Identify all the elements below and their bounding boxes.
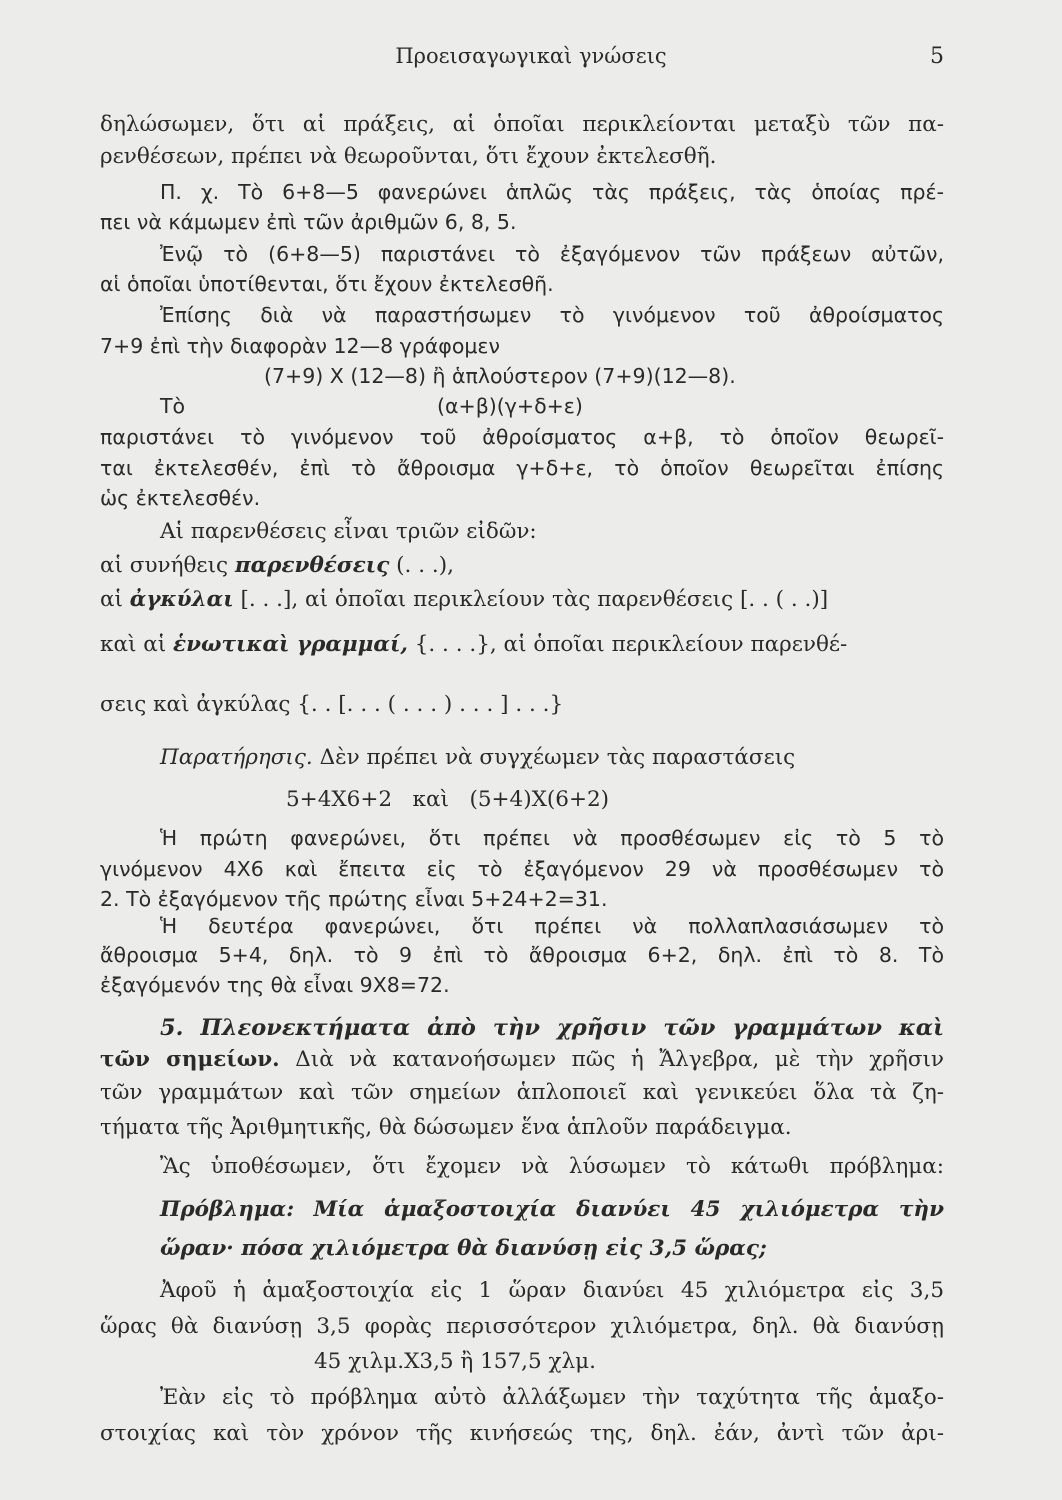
text-line: ὥρας θὰ διανύσῃ 3,5 φορὰς περισσότερον χιλιόμετρα, δηλ. θὰ διανύσῃ xyxy=(100,1314,944,1339)
text-line: Ἐὰν εἰς τὸ πρόβλημα αὐτὸ ἀλλάξωμεν τὴν ταχύτητα τῆς ἁμαξο- xyxy=(160,1385,944,1410)
term-parentheses: παρενθέσεις xyxy=(234,553,390,578)
text-line: τῶν γραμμάτων καὶ τῶν σημείων ἁπλοποιεῖ καὶ γενικεύει ὅλα τὰ ζη- xyxy=(100,1080,944,1105)
text-line: τήματα τῆς Ἀριθμητικῆς, θὰ δώσωμεν ἕνα ἁπλοῦν παράδειγμα. xyxy=(100,1115,792,1140)
problem-label: Πρόβλημα: xyxy=(160,1197,295,1222)
text-line: 2. Τὸ ἐξαγόμενον τῆς πρώτης εἶναι 5+24+2=31. xyxy=(100,887,608,911)
nested-brackets-example: {. . [. . . ( . . . ) . . . ] . . .} xyxy=(297,692,564,717)
problem-line xyxy=(160,1195,944,1225)
text-line: παριστάνει τὸ γινόμενον τοῦ ἀθροίσματος α+β, τὸ ὁποῖον θεωρεῖ- xyxy=(100,425,944,449)
text-span: Διὰ νὰ κατανοήσωμεν πῶς ἡ Ἄλγεβρα, μὲ τὴν χρῆσιν xyxy=(295,1047,944,1072)
text-span: αἱ xyxy=(100,587,123,612)
problem-line: ὥραν· πόσα χιλιόμετρα θὰ διανύσῃ εἰς 3,5 ὥρας; xyxy=(160,1236,767,1261)
text-line xyxy=(100,551,454,581)
text-line xyxy=(100,1045,944,1075)
text-line: ἐξαγόμενόν της θὰ εἶναι 9X8=72. xyxy=(100,973,450,997)
text-line xyxy=(100,630,847,660)
text-line xyxy=(100,690,563,720)
text-line: Ἀφοῦ ἡ ἁμαξοστοιχία εἰς 1 ὥραν διανύει 45 χιλιόμετρα εἰς 3,5 xyxy=(160,1278,944,1303)
text-line xyxy=(100,585,828,615)
page-header xyxy=(0,44,1062,74)
text-line: στοιχίας καὶ τὸν χρόνον τῆς κινήσεώς της, δηλ. ἐάν, ἀντὶ τῶν ἀρι- xyxy=(100,1421,944,1446)
formula-line: (7+9) X (12—8) ἢ ἁπλούστερον (7+9)(12—8). xyxy=(264,364,736,388)
text-line: ἄθροισμα 5+4, δηλ. τὸ 9 ἐπὶ τὸ ἄθροισμα 6+2, δηλ. ἐπὶ τὸ 8. Τὸ xyxy=(100,943,944,967)
text-line: Ἡ δευτέρα φανερώνει, ὅτι πρέπει νὰ πολλαπλασιάσωμεν τὸ xyxy=(160,914,944,938)
text-line: ρενθέσεων, πρέπει νὰ θεωροῦνται, ὅτι ἔχουν ἐκτελεσθῆ. xyxy=(100,144,717,169)
text-span: σεις καὶ ἀγκύλας xyxy=(100,692,291,717)
page-number: 5 xyxy=(930,44,944,69)
text-line: ὡς ἐκτελεσθέν. xyxy=(100,486,261,510)
running-title: Προεισαγωγικαὶ γνώσεις xyxy=(395,44,667,68)
remark-label: Παρατήρησις. xyxy=(160,745,313,770)
text-line: Ἐπίσης διὰ νὰ παραστήσωμεν τὸ γινόμενον τοῦ ἀθροίσματος xyxy=(160,303,944,327)
section-heading: 5. Πλεονεκτήματα ἀπὸ τὴν χρῆσιν τῶν γραμμάτων καὶ xyxy=(160,1015,944,1041)
text-span: Δὲν πρέπει νὰ συγχέωμεν τὰς παραστάσεις xyxy=(319,745,796,770)
text-line: ται ἐκτελεσθέν, ἐπὶ τὸ ἄθροισμα γ+δ+ε, τὸ ὁποῖον θεωρεῖται ἐπίσης xyxy=(100,456,944,480)
term-braces: ἑνωτικαὶ γραμμαί, xyxy=(173,632,408,657)
text-line: δηλώσωμεν, ὅτι αἱ πράξεις, αἱ ὁποῖαι περικλείονται μεταξὺ τῶν πα- xyxy=(100,112,944,137)
text-span: , αἱ ὁποῖαι περικλείουν παρενθέ- xyxy=(489,632,848,657)
braces-example: {. . . .} xyxy=(414,632,490,657)
text-line: Ἂς ὑποθέσωμεν, ὅτι ἔχομεν νὰ λύσωμεν τὸ κάτωθι πρόβλημα: xyxy=(160,1154,944,1179)
problem-text: Μία ἁμαξοστοιχία διανύει 45 χιλιόμετρα τὴν xyxy=(313,1197,944,1222)
text-line: Αἱ παρενθέσεις εἶναι τριῶν εἰδῶν: xyxy=(160,519,537,544)
text-span: (. . .), xyxy=(396,553,454,578)
text-line: Τὸ xyxy=(160,394,186,418)
text-span: [. . .], αἱ ὁποῖαι περικλείουν τὰς παρενθέσεις [. . ( . .)] xyxy=(240,587,829,612)
text-line xyxy=(160,743,795,773)
term-brackets: ἀγκύλαι xyxy=(129,587,234,612)
text-span: αἱ συνήθεις xyxy=(100,553,229,578)
text-span: καὶ αἱ xyxy=(100,632,167,657)
text-line: πει νὰ κάμωμεν ἐπὶ τῶν ἀριθμῶν 6, 8, 5. xyxy=(100,210,517,234)
text-line: αἱ ὁποῖαι ὑποτίθενται, ὅτι ἔχουν ἐκτελεσθῆ. xyxy=(100,272,554,296)
section-heading-continuation: τῶν σημείων. xyxy=(100,1047,280,1072)
text-line: Ἡ πρώτη φανερώνει, ὅτι πρέπει νὰ προσθέσωμεν εἰς τὸ 5 τὸ xyxy=(160,826,944,850)
text-line: Ἐνῷ τὸ (6+8—5) παριστάνει τὸ ἐξαγόμενον τῶν πράξεων αὐτῶν, xyxy=(160,242,944,266)
text-line: 7+9 ἐπὶ τὴν διαφορὰν 12—8 γράφομεν xyxy=(100,334,500,358)
text-line: Π. χ. Τὸ 6+8—5 φανερώνει ἁπλῶς τὰς πράξεις, τὰς ὁποίας πρέ- xyxy=(160,180,944,204)
text-line: γινόμενον 4X6 καὶ ἔπειτα εἰς τὸ ἐξαγόμενον 29 νὰ προσθέσωμεν τὸ xyxy=(100,857,944,881)
formula: (α+β)(γ+δ+ε) xyxy=(437,394,583,418)
formula-line: 5+4X6+2 καὶ (5+4)X(6+2) xyxy=(286,787,610,812)
formula-line: 45 χιλμ.X3,5 ἢ 157,5 χλμ. xyxy=(314,1349,596,1374)
